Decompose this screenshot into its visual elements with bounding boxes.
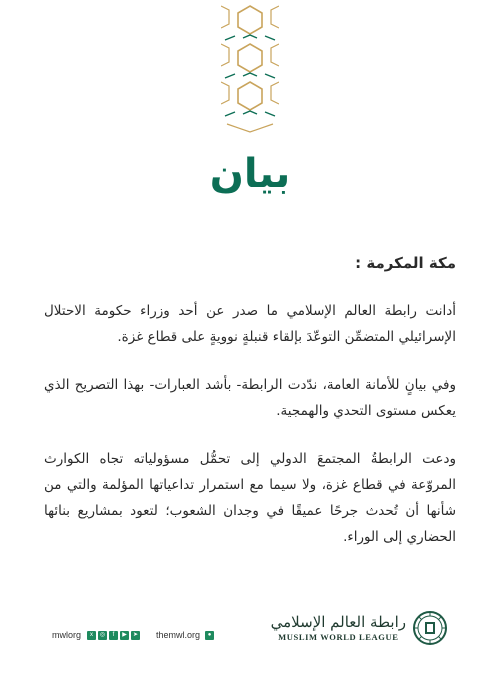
paragraph-2: وفي بيانٍ للأمانة العامة، ندّدت الرابطة- بأشد العبارات- بهذا التصريح الذي يعكس مستوى التحدي والهمجية. [44,377,456,419]
logo-text [271,613,406,643]
facebook-icon[interactable]: f [109,631,118,640]
social-links [52,628,214,642]
paragraph-3: ودعت الرابطةُ المجتمعَ الدولي إلى تحمُّل مسؤولياته تجاه الكوارث المروّعة في قطاع غزة، ولا سيما مع استمرار تداعياتها المؤلمة والتي من شأنها أن تُحدث جرحًا عميقًا في وجدان الشعوب؛ لتعود بمشاريع بنائها الحضاري إلى الوراء. [44,451,456,545]
instagram-icon[interactable]: ◎ [99,631,106,638]
page-title: بيان [209,151,291,197]
logo-arabic: رابطة العالم الإسلامي [270,613,406,631]
paragraph-1: أدانت رابطة العالم الإسلامي ما صدر عن أحد وزراء حكومة الاحتلال الإسرائيلي المتضمِّن التوعّدَ بإلقاء قنبلةٍ نوويةٍ على قطاع غزة. [44,303,456,345]
youtube-icon[interactable]: ▶ [120,631,129,640]
statement-body [44,250,456,572]
hexagon-ornament [221,0,279,136]
globe-icon[interactable]: ● [205,631,214,640]
telegram-icon[interactable]: ➤ [133,631,139,638]
social-handle[interactable]: mwlorg [52,630,82,640]
mwl-emblem-icon [412,610,448,646]
x-icon[interactable]: x [87,631,96,640]
website-link[interactable]: themwl.org [156,630,201,640]
logo-english: MUSLIM WORLD LEAGUE [278,632,399,642]
footer [0,600,500,680]
mwl-logo [271,606,448,650]
dateline: مكة المكرمة : [355,254,456,272]
